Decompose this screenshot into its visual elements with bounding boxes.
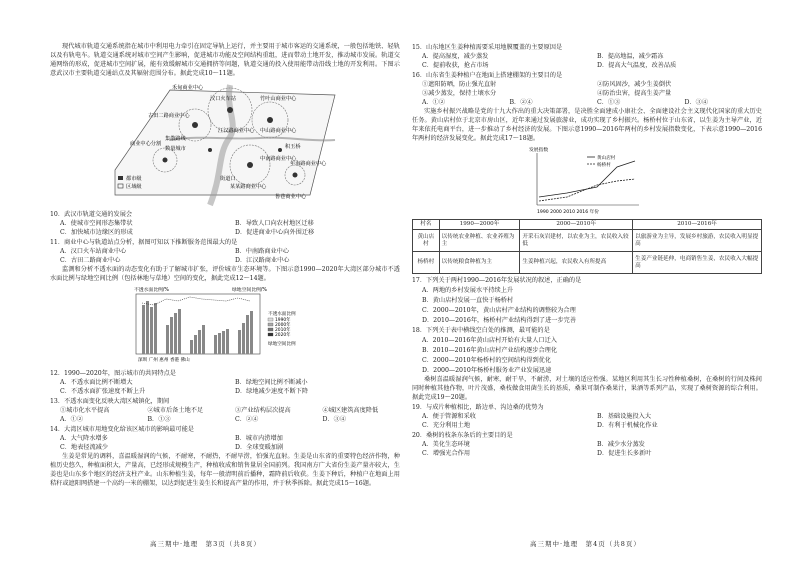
q14-stem: 14．大湾区城市用地变化给该区城市的影响最可能是 <box>50 426 194 433</box>
q12-stem: 12．1990—2020年，图示城市的共同特点是 <box>50 370 176 377</box>
q16-option: B．②④ <box>509 99 533 106</box>
series-name: 杨桥村 <box>597 163 611 168</box>
map-label: 中南路商业中心 <box>260 156 297 162</box>
q11-stem: 11．商业中心与轨道站点分析，据图可知以下推断服务范围最大的是 <box>50 239 238 246</box>
q14-option: A．大气降水增多 <box>60 435 108 442</box>
q16-item: ②防风固沙，减少生姜倒伏 <box>597 81 672 88</box>
chart-svg <box>130 285 320 367</box>
map-label: 中山路商业中心 <box>260 128 297 134</box>
q12-option: C．不透水面扩张速度不断上升 <box>60 388 146 395</box>
right-column <box>412 42 762 458</box>
q20-option: C．增强光合作用 <box>422 450 471 457</box>
q19-stem: 19．与成片种植相比，路边单、沟边桑的优势为 <box>412 404 544 411</box>
q13-option: A．①② <box>60 416 84 423</box>
chart-axis-label: 不透水面比例/% <box>134 288 169 293</box>
q11-option: D．江汉路商业中心 <box>235 257 290 264</box>
table-header: 村名 <box>413 220 440 230</box>
q17-option: B．黄山店村发展一直快于杨桥村 <box>422 297 514 304</box>
series-line-yangqiao <box>539 179 635 201</box>
line-chart-ylabel: 发展指数 <box>529 148 549 153</box>
table-header-row <box>413 220 762 230</box>
map-label: 都市级 <box>126 176 142 182</box>
legend-bottom: 绿地空间比例 <box>268 342 296 347</box>
q16-option: A．①② <box>422 99 446 106</box>
table-cell: 黄山店村 <box>413 230 440 252</box>
legend-entry: 1990年 <box>275 318 291 323</box>
table-header: 2000—2010年 <box>520 220 633 230</box>
q10-stem: 10．武汉市轨道交通的发展会 <box>50 211 133 218</box>
q12-option: B．绿地空间比例不断减小 <box>235 379 308 386</box>
map-label: 竹叶山商业中心 <box>260 96 297 102</box>
q16-option: D．③④ <box>684 99 709 106</box>
map-label: 年海路商业中心 <box>290 161 327 167</box>
q14-option: C．地表径流减少 <box>60 444 109 451</box>
development-index-chart <box>527 145 647 217</box>
map-label: 汉口火车站 <box>210 96 236 102</box>
map-svg <box>110 80 340 208</box>
table-header: 2010—2016年 <box>633 220 762 230</box>
intro-15-16: 生姜是常见的调料，喜温暖湿润的气候，不耐寒，不耐热，不耐旱涝，怕强光直射。生姜是山东省的重要特色经济作物，种植历史悠久，种植面积大，产量高，已经形成规模生产，种植收成和销售量居全国前列。我国南方广大省份生姜产量亦较大，生姜也是山东多个地区的经济支柱产业。山东种植生姜，每年一般清明前后播种，霜降前后收获。生姜下种后，种植户在地面上用秸秆或遮阳网搭建一个高约一米的棚架，以达到促进生姜生长和提高产量的作用，并于秋季拆除。据此完成15～16题。 <box>50 453 400 487</box>
q18-option: D．2000—2010年杨桥村服务业产业发展迅速 <box>422 367 552 374</box>
table-cell: 生姜种植兴起，农民收入有所提高 <box>520 252 633 274</box>
q19-option: A．便于管源和采收 <box>422 413 476 420</box>
intro-10-11: 现代城市轨道交通系统指在城市中利用电力牵引在固定导轨上运行，并主要用于城市客运的交通系统，一般包括地铁、轻轨以及有轨电车。轨道交通系统对城市空间产生影响，促进城市功能及空间结构重组，进而带动土地开发，推动城市发展。轨道交通网络的形成，促进城市空间扩展，能有效缓解城市交通拥挤等问题，轨道交通的投入使用能带动沿线土地的开发利用。下图示意武汉市主要轨道交通站点及其辐射范围分布。据此完成10～11题。 <box>50 43 400 77</box>
table-cell: 生姜产业链延伸，电商销售生姜，农民收入大幅提高 <box>633 252 762 274</box>
legend-entry: 2010年 <box>275 328 291 333</box>
q12-option: D．绿地减少速度不断下降 <box>235 388 309 395</box>
q13-option: D．③④ <box>322 416 347 423</box>
chart-cities: 深圳 广州 惠州 香港 佛山 <box>138 358 190 363</box>
q15-option: B．提高地温，减少霜冻 <box>597 53 664 60</box>
table-cell: 杨桥村 <box>413 252 440 274</box>
line-chart-xlabel: 1990 2000 2010 2016 年份 <box>537 210 599 215</box>
legend-entry: 2020年 <box>275 333 291 338</box>
q20-option: A．美化生态环境 <box>422 441 470 448</box>
wuhan-transit-map <box>110 80 340 208</box>
q19-option: B．基础设施投入大 <box>597 413 652 420</box>
q14-option: B．城市内涝增加 <box>235 435 283 442</box>
q13-item: ①城市化水平提高 <box>60 407 110 414</box>
q11-option: A．汉口火车站商业中心 <box>60 248 127 255</box>
map-label: 禾甸商业中心 <box>172 85 204 91</box>
legend-title: 不透水面比例 <box>268 312 296 317</box>
q11-option: B．中南路商业中心 <box>235 248 290 255</box>
map-label: 集散路线 <box>165 136 186 142</box>
table-header: 1990—2000年 <box>439 220 520 230</box>
intro-17-18: 实施乡村振兴战略是党的十九大作出的重大决策部署，是决胜全面建成小康社会、全面建设社会主义现代化国家的重大历史任务。黄山店村位于北京市房山区，近年来通过发展旅游业，成功实现了乡村振兴。杨桥村位于山东省，以生姜为主导产业，近年来依托电商平台，进一步推动了乡村经济的发展。下图示意1990—2016年两村的乡村发展指数变化，下表示意1990—2016年两村的经济发展变化。据此完成17～18题。 <box>412 108 762 142</box>
q18-option: B．2010—2016年黄山店村产业结构逐步合理化 <box>422 347 558 354</box>
q17-option: C．2000—2010年，黄山店村产业结构的调整较为合理 <box>422 307 576 314</box>
q18-stem: 18．下列关于表中横线空白处的推测，最可能的是 <box>412 327 550 334</box>
q10-option: C．加快城市边缘区的形成 <box>60 229 133 236</box>
q16-item: ④防治虫害，提高生姜产量 <box>597 90 672 97</box>
map-label: 积玉桥 <box>285 144 301 150</box>
q13-stem: 13．不透水面变化反映大湾区城镇化，期间 <box>50 398 170 405</box>
table-row <box>413 230 762 252</box>
series-line-huangshandian <box>539 161 635 197</box>
q10-option: A．使城市空间形态集带状 <box>60 220 133 227</box>
legend-entry: 2000年 <box>275 323 291 328</box>
q13-item: ②城市后备土地不足 <box>147 407 204 414</box>
q15-option: C．提前收获，抢占市场 <box>422 62 489 69</box>
q13-item: ③产业结构层次提高 <box>235 407 291 414</box>
map-label: 商业中心分割 <box>130 141 162 147</box>
q13-option: B．①③ <box>147 416 171 423</box>
table-row <box>413 252 762 274</box>
q15-option: D．提高大气温度，改善品质 <box>597 62 677 69</box>
q16-item: ①遮阳防晒，防止强光直射 <box>422 81 497 88</box>
q14-option: D．全球变暖加剧 <box>235 444 284 451</box>
q20-option: D．促进生长多新叶 <box>597 450 652 457</box>
table-cell: 开采石灰岩建材，以农业为主，农民收入较低 <box>520 230 633 252</box>
left-column <box>50 42 400 489</box>
chart-bars <box>142 301 253 354</box>
impervious-surface-chart <box>130 285 320 367</box>
q10-option: D．促进商业中心向外围迁移 <box>235 229 315 236</box>
series-name: 黄山店村 <box>597 156 616 161</box>
q16-option: C．①③ <box>597 99 621 106</box>
q16-stem: 16．山东省生姜种植户在地面上搭建棚架的主要目的是 <box>412 72 563 79</box>
chart-axis-label: 绿地空间比例/% <box>232 288 267 293</box>
footer-left: 高三期中·地理 第3页（共8页） <box>150 540 261 548</box>
q17-stem: 17．下列关于两村1990—2016年发展状况的叙述，正确的是 <box>412 277 582 284</box>
map-label: 街道口 <box>220 176 236 182</box>
table-cell: 以旅游业为主导，发展乡村旅游，农民收入明显提高 <box>633 230 762 252</box>
q10-option: B．导致人口向农村地区迁移 <box>235 220 314 227</box>
q19-option: C．充分利用土地 <box>422 422 471 429</box>
map-label: 江汉路商业中心 <box>218 128 255 134</box>
map-label: 鲁巷商业中心 <box>275 194 307 200</box>
q20-stem: 20．桑树的枝条东条后的主要目的是 <box>412 432 513 439</box>
map-label: 某某路商业中心 <box>230 184 267 190</box>
map-label: 数量城市 <box>165 146 186 152</box>
q17-option: D．2010—2016年，杨桥村产业结构得到了进一步完善 <box>422 317 577 324</box>
table-cell: 以传统粮食种植为主 <box>439 252 520 274</box>
q17-option: A．两地的乡村发展水平持续上升 <box>422 287 514 294</box>
q15-stem: 15．山东地区生姜种植需要采用地膜覆盖的主要原因是 <box>412 44 563 51</box>
village-table <box>412 219 762 274</box>
q20-option: B．减少水分蒸发 <box>597 441 645 448</box>
table-cell: 以传统农业种植、农业养殖为主 <box>439 230 520 252</box>
q18-option: A．2010—2016年黄山店村开始有大量人口迁入 <box>422 337 557 344</box>
q13-item: ④城区建筑高度降低 <box>322 407 379 414</box>
q19-option: D．有利于机械化作业 <box>597 422 658 429</box>
q11-option: C．古田二路商业中心 <box>60 257 121 264</box>
line-chart-svg <box>527 145 647 217</box>
q12-option: A．不透水面比例不断增大 <box>60 379 133 386</box>
q13-option: C．②④ <box>235 416 259 423</box>
intro-19-20: 桑树喜温暖湿润气候，耐寒，耐干旱，不耐涝，对土壤的适应性强。某地区利用其生长习性种植桑树，在桑树的行间及株间同时种植其他作物，叶片茂盛，桑枝做食用菌生长的基质，桑果可制作桑果汁，果酒等系列产品，实现了桑树资源的综合利用。据此完成19～20题。 <box>412 376 762 401</box>
map-label: 区域级 <box>126 184 142 190</box>
q16-item: ③减少蒸发，保持土壤水分 <box>422 90 497 97</box>
intro-12-14: 监测和分析不透水面的动态变化有助于了解城市扩张，评价城市生态环境等。下图示意1990—2020年大湾区部分城市不透水面比例与绿地空间比例（包括林地与草地）空间的变化，据此完成12～14题。 <box>50 266 400 282</box>
q15-option: A．提高湿度，减少蒸发 <box>422 53 489 60</box>
green-space-line <box>142 297 250 305</box>
q18-option: C．2000—2010年杨桥村的空间结构得到优化 <box>422 357 552 364</box>
footer-right: 高三期中·地理 第4页（共8页） <box>530 540 641 548</box>
map-label: 古田二路商业中心 <box>148 113 190 119</box>
